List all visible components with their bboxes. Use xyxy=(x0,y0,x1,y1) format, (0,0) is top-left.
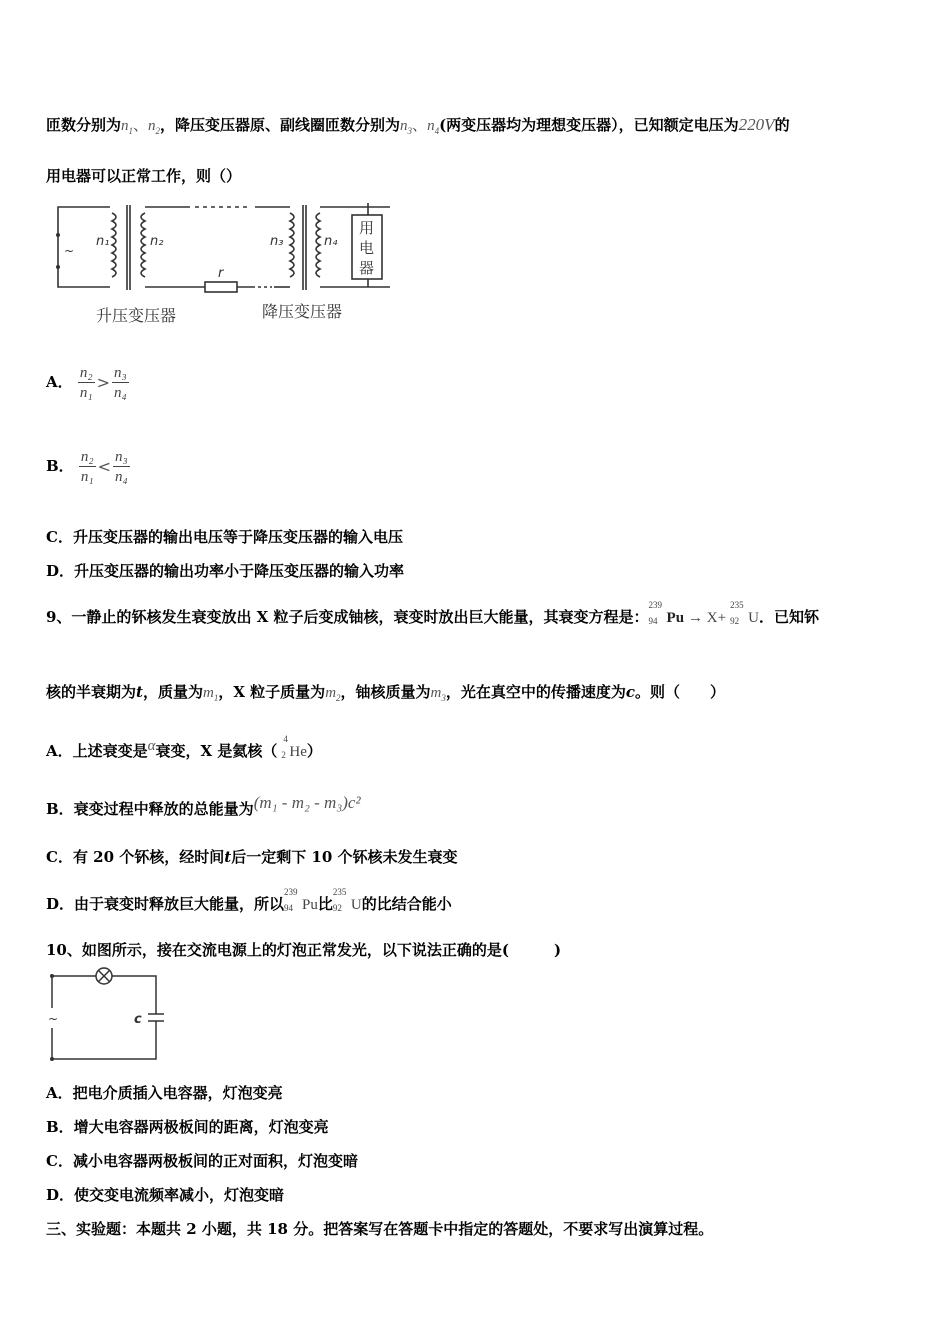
q10-option-c[interactable]: C．减小电容器两极板间的正对面积，灯泡变暗 xyxy=(46,1152,358,1170)
q9-option-a[interactable] xyxy=(46,733,322,761)
fraction-n2-n1: $\frac{\text{n₂}}{\text{n₁}}$ xyxy=(80,448,94,485)
math-alpha: α xyxy=(147,738,156,754)
q9-option-c[interactable] xyxy=(46,846,458,867)
q8-option-c[interactable]: C．升压变压器的输出电压等于降压变压器的输入电压 xyxy=(46,528,403,546)
fig1-step-down-label: 降压变压器 xyxy=(262,302,343,321)
q8-text: 的 xyxy=(774,116,790,134)
fig1-n4-label: n₄ xyxy=(324,234,338,249)
var-t: t xyxy=(224,848,232,866)
math-voltage: 220V xyxy=(738,115,775,134)
q9-text: ，质量为 xyxy=(142,683,203,701)
q8-stem-line1 xyxy=(46,114,790,136)
option-text: 后一定剩下 10 个钚核未发生衰变 xyxy=(231,848,458,866)
q9-text: ，铀核质量为 xyxy=(340,683,431,701)
option-text: ） xyxy=(306,742,322,760)
q8-stem-line2: 用电器可以正常工作，则（） xyxy=(46,167,242,185)
fig1-n2-label: n₂ xyxy=(150,234,164,249)
math-n2: $n_2$ xyxy=(148,118,161,136)
nuclide-pu: 239 94 Pu xyxy=(648,599,685,626)
option-text: D．由于衰变时释放巨大能量，所以 xyxy=(46,895,285,913)
option-letter: B． xyxy=(46,457,74,475)
option-text: 的比结合能小 xyxy=(361,895,452,913)
math-m2: $m_2$ xyxy=(325,685,341,703)
fig2-src-label: ~ xyxy=(48,1012,59,1026)
var-t: t xyxy=(136,683,143,701)
nuclide-pu: 239 94 Pu xyxy=(284,886,318,913)
q10-stem: 10、如图所示，接在交流电源上的灯泡正常发光，以下说法正确的是( ) xyxy=(46,941,562,959)
q9-option-b[interactable] xyxy=(46,793,361,819)
fig1-src-label: ~ xyxy=(64,244,75,258)
math-m1: $m_1$ xyxy=(202,685,219,703)
q8-text: (两变压器均为理想变压器），已知额定电压为 xyxy=(439,116,739,134)
option-text: A．上述衰变是 xyxy=(46,742,148,760)
fig1-load-char: 用 xyxy=(359,219,375,237)
fig1-load-char: 电 xyxy=(359,239,375,257)
option-text: C．有 20 个钚核，经时间 xyxy=(46,848,225,866)
less-than: < xyxy=(97,457,112,476)
q9-text: 。则（ ） xyxy=(635,683,726,701)
coil-n3 xyxy=(290,213,294,277)
q9-stem-line2 xyxy=(46,681,725,703)
q8-option-a[interactable] xyxy=(46,360,129,404)
fig1-n1-label: n₁ xyxy=(96,234,110,249)
fig1-r-label: r xyxy=(218,266,224,281)
math-n4: $n_4$ xyxy=(427,118,440,136)
fraction-n3-n4: $\frac{\text{n₃}}{\text{n₄}}$ xyxy=(115,448,128,485)
fig1-step-up-label: 升压变压器 xyxy=(96,306,177,325)
nuclide-u: 235 92 U xyxy=(332,886,362,913)
transformer-circuit-figure xyxy=(50,195,400,330)
q9-text: ，X 粒子质量为 xyxy=(218,683,326,701)
fraction-n2-n1: $\frac{\text{n₂}}{\text{n₁}}$ xyxy=(79,364,93,401)
option-text: 衰变，X 是氦核（ xyxy=(155,742,278,760)
section-3-heading: 三、实验题：本题共 2 小题，共 18 分。把答案写在答题卡中指定的答题处，不要求写出演算过程。 xyxy=(46,1220,714,1238)
fig2-cap-label: c xyxy=(134,1012,142,1027)
coil-n1 xyxy=(112,213,116,277)
resistor-r xyxy=(205,282,237,292)
math-energy-expression: (m₁ - m₂ - m₃)c² xyxy=(253,793,361,812)
q9-text: ．已知钚 xyxy=(758,608,819,626)
fig1-load-char: 器 xyxy=(359,259,375,277)
q9-text: 9、一静止的钚核发生衰变放出 X 粒子后变成铀核，衰变时放出巨大能量，其衰变方程是： xyxy=(46,608,649,626)
coil-n2 xyxy=(141,213,145,277)
q8-option-d[interactable]: D．升压变压器的输出功率小于降压变压器的输入功率 xyxy=(46,562,405,580)
decay-arrow: → X+ xyxy=(688,610,727,626)
option-text: B．衰变过程中释放的总能量为 xyxy=(46,800,254,818)
q9-stem-line1 xyxy=(46,599,819,627)
math-n1: $n_1$ xyxy=(121,118,134,136)
capacitor-circuit-figure xyxy=(44,966,169,1066)
q10-option-d[interactable]: D．使交变电流频率减小，灯泡变暗 xyxy=(46,1186,285,1204)
math-sep: 、 xyxy=(133,118,149,134)
q8-text: ，降压变压器原、副线圈匝数分别为 xyxy=(160,116,401,134)
fig1-n3-label: n₃ xyxy=(270,234,284,249)
q9-option-d[interactable] xyxy=(46,886,452,914)
math-sep: 、 xyxy=(412,118,428,134)
greater-than: > xyxy=(96,373,110,392)
q8-text: 匝数分别为 xyxy=(46,116,122,134)
nuclide-he: 4 2 He xyxy=(281,733,307,760)
math-m3: $m_3$ xyxy=(430,685,446,703)
math-n3: $n_3$ xyxy=(400,118,413,136)
q9-text: 核的半衰期为 xyxy=(46,683,137,701)
option-text: 比 xyxy=(317,895,333,913)
q8-option-b[interactable] xyxy=(46,444,130,488)
coil-n4 xyxy=(316,213,320,277)
q9-text: ，光在真空中的传播速度为 xyxy=(445,683,626,701)
fraction-n3-n4: $\frac{\text{n₃}}{\text{n₄}}$ xyxy=(114,364,127,401)
q10-option-b[interactable]: B．增大电容器两极板间的距离，灯泡变亮 xyxy=(46,1118,329,1136)
var-c: c xyxy=(625,683,636,701)
q10-option-a[interactable]: A．把电介质插入电容器，灯泡变亮 xyxy=(46,1084,283,1102)
option-letter: A． xyxy=(46,373,73,391)
nuclide-u: 235 92 U xyxy=(730,599,759,626)
